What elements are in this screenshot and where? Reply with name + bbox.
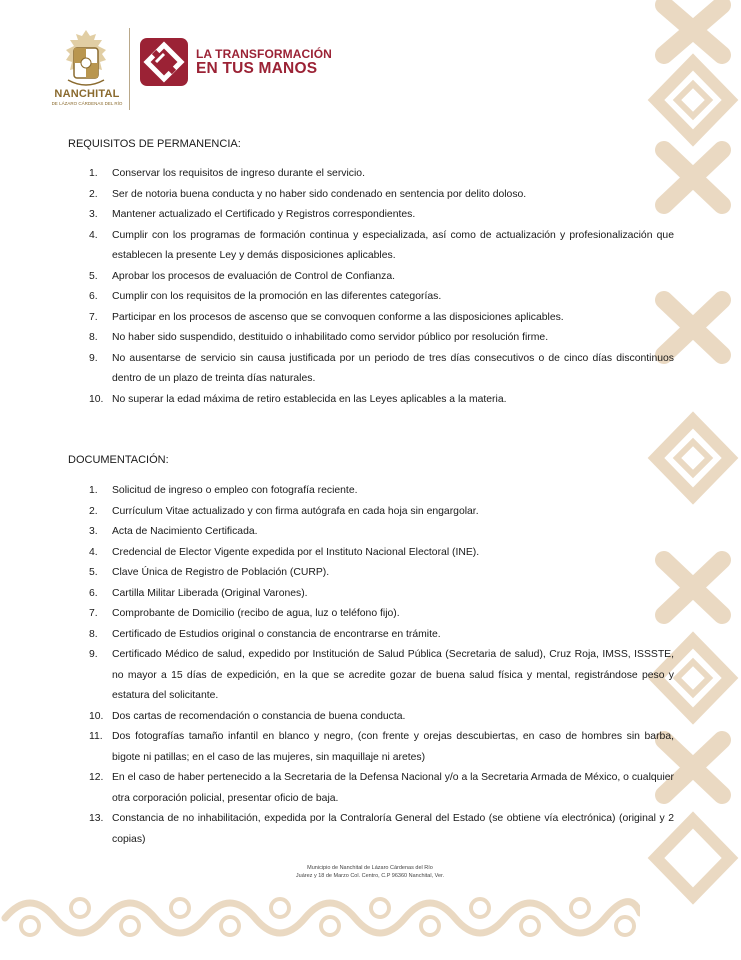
list-item: 1. Solicitud de ingreso o empleo con fotografía reciente. xyxy=(89,485,358,496)
list-item: 5. Aprobar los procesos de evaluación de Control de Confianza. xyxy=(89,270,396,282)
list-item: 12. En el caso de haber pertenecido a la Secretaria de la Defensa Nacional y/o a la Secretaria Armada de México, o cualquier otra corporación policial, presentar oficio de baja. xyxy=(89,772,674,804)
footer-line1: Municipio de Nanchital de Lázaro Cárdenas del Río xyxy=(307,865,433,871)
list-item: 2. Currículum Vitae actualizado y con firma autógrafa en cada hoja sin engargolar. xyxy=(89,505,479,517)
municipality-name: NANCHITAL xyxy=(54,88,120,100)
list-item: 4. Credencial de Elector Vigente expedida por el Instituto Nacional Electoral (INE). xyxy=(89,546,480,558)
header-divider xyxy=(129,28,130,110)
list-item: 9. Certificado Médico de salud, expedido por Institución de Salud Pública (Secretaria de salud), Cruz Roja, IMSS, ISSSTE, no mayor a 15 días de expedición, en la que se acredite gozar de buena salud física y mental, registrándose peso y estatura del solicitante. xyxy=(89,649,674,701)
list-item: 6. Cumplir con los requisitos de la promoción en las diferentes categorías. xyxy=(89,291,442,302)
list-item: 8. Certificado de Estudios original o constancia de encontrarse en trámite. xyxy=(89,628,441,640)
list-item: 1. Conservar los requisitos de ingreso durante el servicio. xyxy=(89,168,365,179)
transformation-logo-icon xyxy=(138,36,190,88)
permanencia-list xyxy=(84,164,674,410)
permanencia-title: REQUISITOS DE PERMANENCIA: xyxy=(68,138,241,150)
municipality-subtitle: DE LÁZARO CÁRDENAS DEL RÍO xyxy=(51,101,123,106)
documentacion-list xyxy=(84,481,674,850)
list-item: 7. Participar en los procesos de ascenso que se convoquen conforme a las disposiciones aplicables. xyxy=(89,311,564,323)
list-item: 2. Ser de notoria buena conducta y no haber sido condenado en sentencia por delito doloso. xyxy=(89,188,527,200)
list-item: 3. Acta de Nacimiento Certificada. xyxy=(89,526,258,537)
list-item: 7. Comprobante de Domicilio (recibo de agua, luz o teléfono fijo). xyxy=(89,608,400,619)
list-item: 9. No ausentarse de servicio sin causa justificada por un periodo de tres días consecutivos o de cinco días discontinuos dentro de un plazo de treinta días naturales. xyxy=(89,352,674,384)
documentacion-title: DOCUMENTACIÓN: xyxy=(68,454,169,466)
list-item: 8. No haber sido suspendido, destituido o inhabilitado como servidor público por resolución firme. xyxy=(89,332,549,343)
list-item: 5. Clave Única de Registro de Población (CURP). xyxy=(89,567,330,578)
brand-slogan-line1: LA TRANSFORMACIÓN xyxy=(196,47,332,61)
list-item: 6. Cartilla Militar Liberada (Original Varones). xyxy=(89,587,308,599)
brand-slogan xyxy=(196,48,332,77)
list-item: 13. Constancia de no inhabilitación, expedida por la Contraloría General del Estado (se obtiene vía electrónica) (original y 2 copias) xyxy=(89,813,674,845)
list-item: 3. Mantener actualizado el Certificado y Registros correspondientes. xyxy=(89,209,416,220)
list-item: 10. No superar la edad máxima de retiro establecida en las Leyes aplicables a la materia. xyxy=(89,393,507,405)
decorative-pattern-bottom xyxy=(0,878,640,960)
letterhead xyxy=(40,22,360,112)
brand-slogan-line2: EN TUS MANOS xyxy=(196,60,318,77)
list-item: 11. Dos fotografías tamaño infantil en blanco y negro, (con frente y orejas descubiertas, en caso de hombres sin barba, bigote ni patillas; en el caso de las mujeres, sin maquillaje ni aretes) xyxy=(89,731,674,763)
list-item: 4. Cumplir con los programas de formación continua y especializada, así como de actualización y profesionalización que establecen la presente Ley y demás disposiciones aplicables. xyxy=(89,229,674,261)
footer-line2: Juárez y 18 de Marzo Col. Centro, C.P 96360 Nanchital, Ver. xyxy=(295,873,445,879)
list-item: 10. Dos cartas de recomendación o constancia de buena conducta. xyxy=(89,710,406,722)
